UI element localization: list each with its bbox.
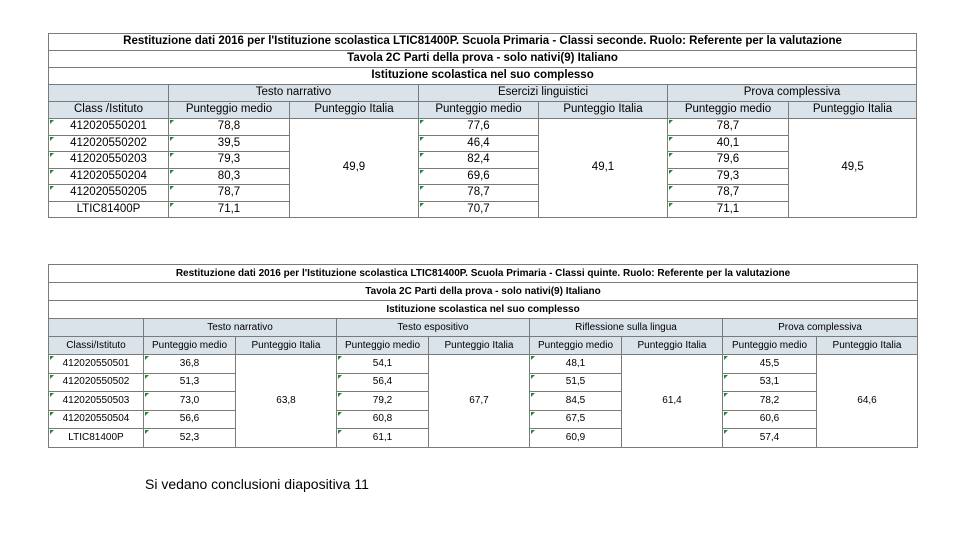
- italia-score: 67,7: [429, 355, 530, 448]
- table-row: [49, 185, 917, 202]
- class-id: 412020550501: [49, 355, 144, 374]
- column-header-italia: Punteggio Italia: [290, 102, 419, 119]
- score-cell: 40,1: [668, 135, 789, 152]
- italia-score: 49,1: [539, 119, 668, 218]
- score-cell: 70,7: [419, 201, 539, 218]
- group-header: Riflessione sulla lingua: [530, 319, 723, 337]
- score-cell: 57,4: [723, 429, 817, 448]
- column-header-medio: Punteggio medio: [337, 337, 429, 355]
- score-cell: 80,3: [169, 168, 290, 185]
- column-header-italia: Punteggio Italia: [236, 337, 337, 355]
- column-header-class: Class /Istituto: [49, 102, 169, 119]
- class-id: 412020550201: [49, 119, 169, 136]
- score-cell: 51,3: [144, 373, 236, 392]
- group-header: Prova complessiva: [723, 319, 918, 337]
- table-classi-seconde: [48, 33, 917, 218]
- class-id: LTIC81400P: [49, 429, 144, 448]
- score-cell: 60,9: [530, 429, 622, 448]
- score-cell: 73,0: [144, 392, 236, 411]
- score-cell: 79,6: [668, 152, 789, 169]
- table-scope: Istituzione scolastica nel suo complesso: [49, 301, 918, 319]
- score-cell: 77,6: [419, 119, 539, 136]
- score-cell: 36,8: [144, 355, 236, 374]
- class-id: 412020550502: [49, 373, 144, 392]
- score-cell: 71,1: [668, 201, 789, 218]
- score-cell: 82,4: [419, 152, 539, 169]
- class-id: LTIC81400P: [49, 201, 169, 218]
- group-header: Testo narrativo: [144, 319, 337, 337]
- score-cell: 79,2: [337, 392, 429, 411]
- column-header-italia: Punteggio Italia: [429, 337, 530, 355]
- score-cell: 71,1: [169, 201, 290, 218]
- score-cell: 79,3: [169, 152, 290, 169]
- table-classi-quinte: [48, 264, 918, 448]
- table-subtitle: Tavola 2C Parti della prova - solo nativi(9) Italiano: [49, 51, 917, 68]
- group-header: Testo narrativo: [169, 85, 419, 102]
- score-cell: 67,5: [530, 410, 622, 429]
- italia-score: 49,5: [789, 119, 917, 218]
- table-subtitle: Tavola 2C Parti della prova - solo nativi(9) Italiano: [49, 283, 918, 301]
- italia-score: 49,9: [290, 119, 419, 218]
- score-cell: 56,6: [144, 410, 236, 429]
- score-cell: 46,4: [419, 135, 539, 152]
- table-row: [49, 135, 917, 152]
- score-cell: 69,6: [419, 168, 539, 185]
- group-header: Esercizi linguistici: [419, 85, 668, 102]
- conclusion-note: Si vedano conclusioni diapositiva 11: [145, 476, 369, 492]
- score-cell: 54,1: [337, 355, 429, 374]
- column-header-medio: Punteggio medio: [530, 337, 622, 355]
- table-title: Restituzione dati 2016 per l'Istituzione scolastica LTIC81400P. Scuola Primaria - Classi seconde. Ruolo: Referente per la valutazione: [49, 34, 917, 51]
- column-header-medio: Punteggio medio: [144, 337, 236, 355]
- score-cell: 78,7: [668, 119, 789, 136]
- class-id: 412020550203: [49, 152, 169, 169]
- score-cell: 78,7: [419, 185, 539, 202]
- column-header-class: Classi/Istituto: [49, 337, 144, 355]
- column-header-italia: Punteggio Italia: [817, 337, 918, 355]
- table-row: [49, 201, 917, 218]
- table-row: [49, 355, 918, 374]
- column-header-italia: Punteggio Italia: [789, 102, 917, 119]
- group-header: Prova complessiva: [668, 85, 917, 102]
- score-cell: 78,8: [169, 119, 290, 136]
- class-id: 412020550504: [49, 410, 144, 429]
- score-cell: 84,5: [530, 392, 622, 411]
- score-cell: 78,7: [668, 185, 789, 202]
- score-cell: 60,8: [337, 410, 429, 429]
- table-row: [49, 168, 917, 185]
- score-cell: 56,4: [337, 373, 429, 392]
- class-id: 412020550202: [49, 135, 169, 152]
- class-id: 412020550204: [49, 168, 169, 185]
- score-cell: 60,6: [723, 410, 817, 429]
- column-header-italia: Punteggio Italia: [622, 337, 723, 355]
- table-row: [49, 152, 917, 169]
- table-title: Restituzione dati 2016 per l'Istituzione scolastica LTIC81400P. Scuola Primaria - Classi quinte. Ruolo: Referente per la valutazione: [49, 265, 918, 283]
- class-id: 412020550205: [49, 185, 169, 202]
- score-cell: 52,3: [144, 429, 236, 448]
- score-cell: 39,5: [169, 135, 290, 152]
- column-header-medio: Punteggio medio: [169, 102, 290, 119]
- column-header-medio: Punteggio medio: [419, 102, 539, 119]
- score-cell: 53,1: [723, 373, 817, 392]
- italia-score: 63,8: [236, 355, 337, 448]
- table-row: [49, 119, 917, 136]
- column-header-medio: Punteggio medio: [723, 337, 817, 355]
- group-header: Testo espositivo: [337, 319, 530, 337]
- column-header-medio: Punteggio medio: [668, 102, 789, 119]
- italia-score: 64,6: [817, 355, 918, 448]
- column-header-italia: Punteggio Italia: [539, 102, 668, 119]
- header-empty: [49, 85, 169, 102]
- score-cell: 51,5: [530, 373, 622, 392]
- table-scope: Istituzione scolastica nel suo complesso: [49, 68, 917, 85]
- score-cell: 79,3: [668, 168, 789, 185]
- score-cell: 45,5: [723, 355, 817, 374]
- italia-score: 61,4: [622, 355, 723, 448]
- score-cell: 48,1: [530, 355, 622, 374]
- score-cell: 78,2: [723, 392, 817, 411]
- header-empty: [49, 319, 144, 337]
- score-cell: 61,1: [337, 429, 429, 448]
- class-id: 412020550503: [49, 392, 144, 411]
- score-cell: 78,7: [169, 185, 290, 202]
